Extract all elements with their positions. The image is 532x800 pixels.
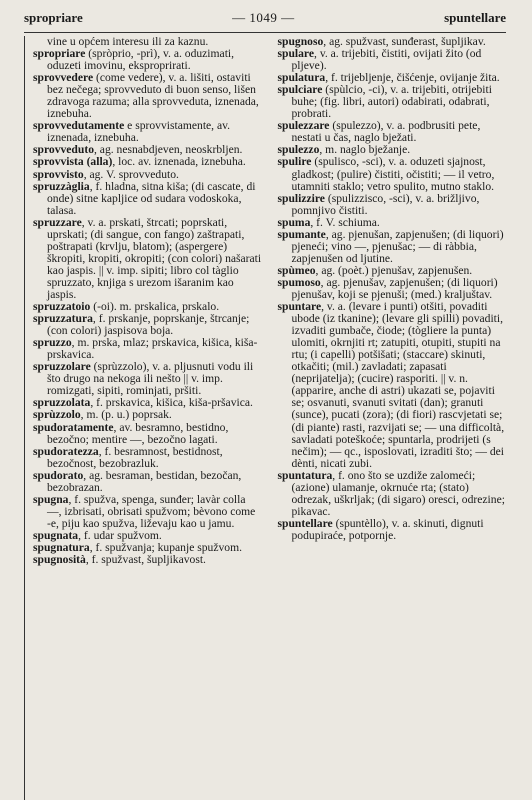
headword: spudorato bbox=[33, 468, 84, 482]
dictionary-entry bbox=[278, 470, 507, 518]
definition: , v. a. (levare i punti) otšiti, povaditi ubode (iz tkanine); (levare gli spilli) povaditi, izvaditi gumbače, čiode; (tògliere la punta) ulomiti, okrnjiti rt; zatupiti, otupiti, stupiti na rtu; (i capelli) potšišati; (staccare) skinuti, otkačiti; (mil.) zavladati; zapasati (neprijatelja); (cucire) rasporiti. || v. n. (apparire, anche di astri) ukazati se, pojaviti se; osvanuti, svanuti svitati (dan); granuti (sunce), pucati (zora); (di fiori) rascvjetati se; (di piante) rasti, razvijati se; — una difficoltà, savladati poteškoće; spuntarla, prodrijeti (s nečim); — qc., isposlovati, izraditi što; — dei dènti, nicati zubi. bbox=[291, 300, 505, 470]
definition: , f. hladna, sitna kiša; (di cascate, di onde) sitne kapljice od sudara vodoskoka, talasa. bbox=[47, 179, 256, 217]
definition: , f. ono što se uzdiže zalomeći; (azione) ulamanje, okrnuće rta; (stato) odrezak, uškrljak; (di sigaro) oresci, odrezine; pikavac. bbox=[291, 468, 505, 518]
dictionary-entry bbox=[278, 48, 507, 72]
headword: spudoratamente bbox=[33, 420, 114, 434]
dictionary-entry bbox=[278, 193, 507, 217]
dictionary-entry bbox=[33, 494, 262, 530]
definition: (spulezzo), v. a. podbrusiti pete, nestati u čas, naglo bježati. bbox=[291, 119, 481, 145]
dictionary-entry bbox=[33, 181, 262, 217]
headword: spuntatura bbox=[277, 468, 333, 482]
definition: , f. V. schiuma. bbox=[310, 215, 380, 229]
headword: spulciare bbox=[277, 83, 323, 97]
definition: , ag. pjenušan, zapjenušen; (di liquori) pjeneći; vino —, pjenušac; — di ràbbia, zapjenušen od ljutine. bbox=[291, 227, 504, 265]
headword: spulezzare bbox=[277, 119, 330, 133]
headword: spùmeo bbox=[277, 263, 316, 277]
dictionary-entry bbox=[278, 518, 507, 542]
headword: spugnosità bbox=[33, 553, 86, 567]
headword: spulare bbox=[277, 47, 315, 61]
definition: (spùlcio, -ci), v. a. trijebiti, otrijebiti buhe; (fig. libri, autori) odabirati, odabrati, probrati. bbox=[291, 83, 492, 121]
dictionary-entry bbox=[33, 554, 262, 566]
definition: , f. spužva, spenga, sunđer; lavàr colla —, izbrisati, obrisati spužvom; bèvono come -e, piju kao spužva, liževaju kao u jamu. bbox=[47, 492, 256, 530]
dictionary-entry bbox=[33, 470, 262, 494]
dictionary-entry bbox=[278, 301, 507, 470]
headword: spruzzolare bbox=[33, 360, 91, 374]
headword: spruzzare bbox=[33, 215, 82, 229]
headword: spulezzo bbox=[277, 143, 320, 157]
definition: , loc. av. iznenada, iznebuha. bbox=[112, 155, 246, 169]
dictionary-entry bbox=[278, 120, 507, 144]
definition: , v. a. trijebiti, čistiti, ovijati žito (od pljeve). bbox=[291, 47, 482, 73]
definition: , ag. (poèt.) pjenušav, zapjenušen. bbox=[315, 263, 473, 277]
definition: , f. trijebljenje, čišćenje, ovijanje žita. bbox=[325, 71, 500, 85]
dictionary-entry bbox=[33, 120, 262, 144]
headword: spumoso bbox=[277, 275, 321, 289]
headword: sprùzzolo bbox=[33, 408, 81, 422]
dictionary-entry bbox=[33, 446, 262, 470]
dictionary-entry bbox=[278, 277, 507, 301]
definition: (sprùzzolo), v. a. pljusnuti vodu ili što drugo na nekoga ili nešto || v. imp. romizgati, sipiti, rominjati, pršiti. bbox=[47, 360, 254, 398]
definition: vine u općem interesu ili za kaznu. bbox=[47, 36, 209, 48]
headword: sprovveduto bbox=[33, 143, 94, 157]
left-column bbox=[24, 36, 262, 800]
definition: , ag. spužvast, sunđerast, šupljikav. bbox=[323, 36, 486, 48]
header-right-guideword: spuntellare bbox=[444, 10, 506, 25]
page-number: — 1049 — bbox=[232, 10, 295, 25]
definition: e sprovvistamente, av. iznenada, iznebuha. bbox=[47, 119, 231, 145]
definition: , m. prska, mlaz; prskavica, kišica, kiša-prskavica. bbox=[47, 336, 258, 362]
definition: , ag. besraman, bestidan, bezočan, bezobrazan. bbox=[47, 468, 242, 494]
headword: spulizzire bbox=[277, 191, 325, 205]
headword: spugna bbox=[33, 492, 69, 506]
headword: spugnoso bbox=[277, 36, 324, 48]
definition: (-oi). m. prskalica, prskalo. bbox=[90, 300, 220, 314]
dictionary-entry bbox=[278, 156, 507, 192]
headword: spulatura bbox=[277, 71, 326, 85]
headword: sprovvedutamente bbox=[33, 119, 125, 133]
definition: (spuntèllo), v. a. skinuti, dignuti podupiraće, potpornje. bbox=[291, 516, 484, 542]
columns bbox=[24, 36, 506, 800]
headword: spumante bbox=[277, 227, 326, 241]
headword: spropriare bbox=[33, 47, 86, 61]
definition: , f. udar spužvom. bbox=[78, 528, 162, 542]
definition: , m. naglo bježanje. bbox=[319, 143, 411, 157]
page-header bbox=[24, 10, 506, 32]
headword: sprovvisto bbox=[33, 167, 84, 181]
header-left-guideword: spropriare bbox=[24, 10, 83, 25]
definition: , v. a. prskati, štrcati; poprskati, uprskati; (di sangue, con fango) zaštrapati, poštrapati (krvlju, blatom); (aspergere) škropiti, kropiti, okropiti; (con colori) našarati kao jaspis. || v. imp. sipiti; libro col tàglio spruzzato, knjiga s urezom išaranim kao jaspis. bbox=[47, 215, 262, 301]
definition: (spròprio, -prì), v. a. oduzimati, oduzeti imovinu, eksproprirati. bbox=[47, 47, 235, 73]
definition: , f. prskavica, kišica, kiša-pršavica. bbox=[90, 396, 253, 410]
headword: spuma bbox=[277, 215, 311, 229]
headword: spuntare bbox=[277, 300, 322, 314]
headword: spruzzo bbox=[33, 336, 72, 350]
headword: spruzzatura bbox=[33, 312, 93, 326]
definition: , ag. V. sprovveduto. bbox=[83, 167, 179, 181]
headword: spruzzàglia bbox=[33, 179, 90, 193]
definition: , m. (p. u.) poprsak. bbox=[80, 408, 172, 422]
definition: (spulizzisco, -sci), v. a. brižljivo, pomnjivo čistiti. bbox=[291, 191, 480, 217]
definition: , ag. nesnabdjeven, neoskrbljen. bbox=[94, 143, 243, 157]
dictionary-entry bbox=[33, 48, 262, 72]
headword: sprovvista (alla) bbox=[33, 155, 113, 169]
definition: , f. spužvast, šupljikavost. bbox=[85, 553, 206, 567]
headword: spugnata bbox=[33, 528, 79, 542]
dictionary-entry bbox=[33, 217, 262, 301]
dictionary-entry bbox=[33, 361, 262, 397]
headword: spulire bbox=[277, 155, 312, 169]
definition: (come vedere), v. a. lišiti, ostaviti bez nečega; sprovveduto di buon senso, lišen zdravoga razuma; alla sprovveduta, iznenada, iznebuha. bbox=[47, 71, 259, 121]
definition: , f. prskanje, poprskanje, štrcanje; (con colori) jaspisova boja. bbox=[47, 312, 250, 338]
definition: , f. spužvanja; kupanje spužvom. bbox=[89, 540, 242, 554]
dictionary-entry bbox=[33, 313, 262, 337]
header-rule bbox=[24, 32, 506, 33]
dictionary-entry bbox=[33, 337, 262, 361]
definition: , f. besramnost, bestidnost, bezočnost, bezobrazluk. bbox=[47, 444, 223, 470]
dictionary-entry bbox=[33, 422, 262, 446]
dictionary-entry bbox=[278, 84, 507, 120]
definition: , av. besramno, bestidno, bezočno; mentire —, bezočno lagati. bbox=[47, 420, 229, 446]
headword: spuntellare bbox=[277, 516, 333, 530]
headword: spugnatura bbox=[33, 540, 90, 554]
headword: sprovvedere bbox=[33, 71, 94, 85]
dictionary-entry bbox=[278, 229, 507, 265]
dictionary-entry bbox=[33, 72, 262, 120]
definition: , ag. pjenušav, zapjenušen; (di liquori) pjenušav, koji se pjenuši; (med.) kraljuštav. bbox=[291, 275, 498, 301]
right-column bbox=[278, 36, 507, 800]
headword: spudoratezza bbox=[33, 444, 99, 458]
definition: (spulisco, -sci), v. a. oduzeti sjajnost, gladkost; (pulire) čistiti, očistiti; — il vetro, utamniti staklo; vetro spulito, mutno staklo. bbox=[291, 155, 495, 193]
headword: spruzzatoio bbox=[33, 300, 91, 314]
headword: spruzzolata bbox=[33, 396, 91, 410]
